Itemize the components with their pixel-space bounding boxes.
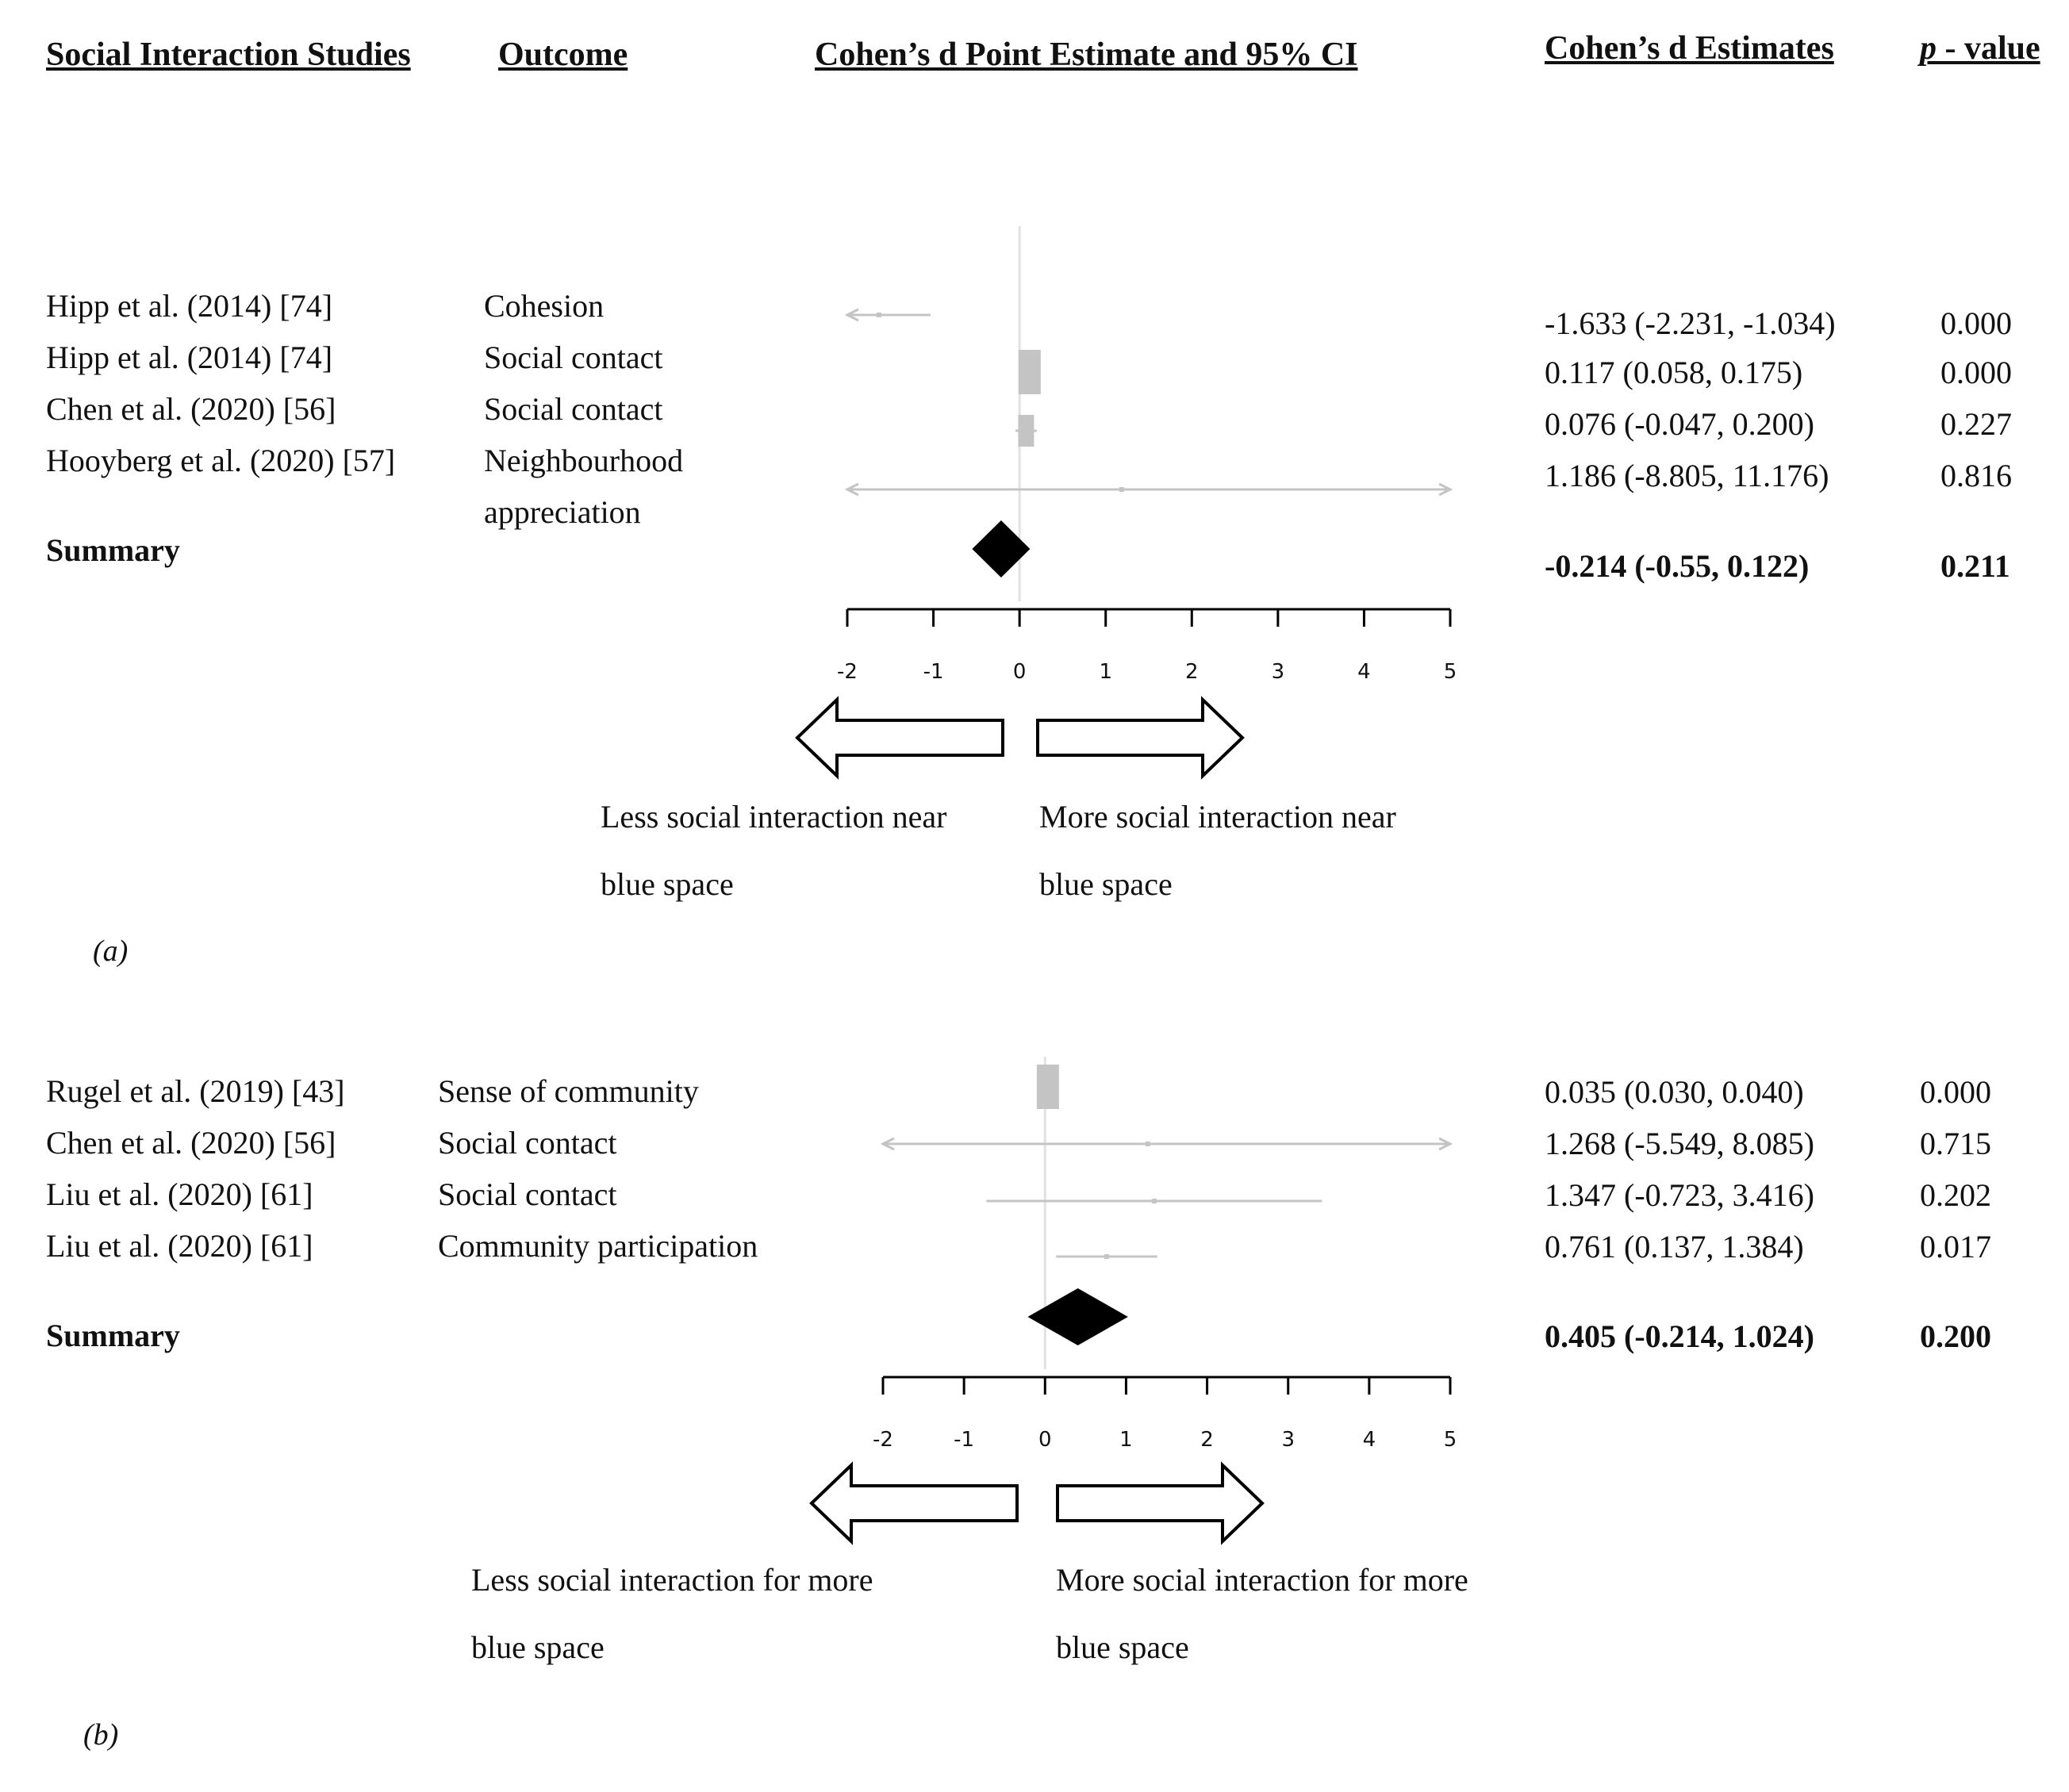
x-tick-label: -1 [954,1428,975,1452]
x-tick-label: 5 [1443,1428,1457,1452]
x-tick-label: 2 [1200,1428,1214,1452]
summary-p-value: 0.200 [1920,1318,1991,1354]
outcome-label: Social contact [484,391,663,427]
point-estimate-box [877,313,881,317]
estimate-text: 0.035 (0.030, 0.040) [1545,1074,1804,1110]
study-label: Hipp et al. (2014) [74] [46,340,333,375]
panel-label: (a) [93,934,129,968]
point-estimate-box [1152,1199,1157,1203]
p-value: 0.715 [1920,1126,1991,1161]
outcome-label: Social contact [484,340,663,375]
arrow-left-caption-2: blue space [601,866,734,902]
summary-diamond [1027,1288,1127,1345]
arrow-right-caption-2: blue space [1039,866,1173,902]
study-label: Chen et al. (2020) [56] [46,1125,336,1161]
header-outcome: Outcome [498,36,628,73]
estimate-text: 0.761 (0.137, 1.384) [1545,1229,1804,1264]
header-studies: Social Interaction Studies [46,36,411,73]
arrow-left-caption-2: blue space [471,1629,605,1665]
point-estimate-box [1119,487,1124,492]
x-tick-label: -2 [873,1428,893,1452]
panel-label: (b) [83,1718,119,1752]
arrow-left-caption: Less social interaction near [601,799,947,835]
estimate-text: 1.347 (-0.723, 3.416) [1545,1177,1814,1213]
summary-diamond [972,520,1030,578]
outcome-label: Neighbourhood [484,443,684,478]
outcome-label: Community participation [438,1228,758,1264]
p-value: 0.000 [1940,355,2012,390]
point-estimate-box [1018,415,1034,447]
point-estimate-box [1104,1254,1109,1259]
arrow-left-icon [797,700,1003,776]
x-tick-label: 2 [1185,660,1199,684]
p-value: 0.000 [1920,1074,1991,1110]
header-plot: Cohen’s d Point Estimate and 95% CI [815,36,1358,73]
x-tick-label: 1 [1099,660,1112,684]
header-p-italic: p [1920,30,1937,67]
outcome-label: Cohesion [484,288,605,324]
arrow-right-icon [1038,700,1242,776]
estimate-text: -1.633 (-2.231, -1.034) [1545,305,1836,341]
outcome-label-cont: appreciation [484,494,641,530]
x-tick-label: 5 [1443,660,1457,684]
x-tick-label: 4 [1362,1428,1376,1452]
summary-estimate: 0.405 (-0.214, 1.024) [1545,1318,1814,1354]
header-estimates: Cohen’s d Estimates [1545,30,1834,67]
study-label: Hipp et al. (2014) [74] [46,288,333,324]
estimate-text: 1.268 (-5.549, 8.085) [1545,1126,1814,1161]
study-label: Liu et al. (2020) [61] [46,1176,313,1212]
outcome-label: Sense of community [438,1073,699,1109]
summary-label: Summary [46,1318,180,1353]
x-tick-label: 0 [1012,660,1027,684]
arrow-right-caption-2: blue space [1056,1629,1189,1665]
header-p-rest: - value [1937,30,2040,67]
summary-estimate: -0.214 (-0.55, 0.122) [1545,548,1810,584]
arrow-right-caption: More social interaction for more [1056,1562,1468,1598]
p-value: 0.816 [1940,458,2012,493]
x-tick-label: 3 [1281,1428,1295,1452]
study-label: Liu et al. (2020) [61] [46,1228,313,1264]
arrow-left-icon [812,1465,1017,1541]
summary-label: Summary [46,532,180,568]
study-label: Hooyberg et al. (2020) [57] [46,443,396,478]
arrow-right-caption: More social interaction near [1039,799,1396,835]
outcome-label: Social contact [438,1125,617,1161]
x-tick-label: -2 [837,660,858,684]
x-tick-label: 4 [1357,660,1371,684]
x-tick-label: 3 [1271,660,1285,684]
x-tick-label: -1 [923,660,944,684]
estimate-text: 0.117 (0.058, 0.175) [1545,355,1803,390]
point-estimate-box [1019,350,1041,394]
p-value: 0.000 [1940,305,2012,341]
x-tick-label: 1 [1119,1428,1133,1452]
summary-p-value: 0.211 [1940,548,2010,584]
p-value: 0.202 [1920,1177,1991,1213]
estimate-text: 1.186 (-8.805, 11.176) [1545,458,1829,493]
estimate-text: 0.076 (-0.047, 0.200) [1545,406,1814,442]
p-value: 0.227 [1940,406,2012,442]
arrow-right-icon [1058,1465,1262,1541]
study-label: Rugel et al. (2019) [43] [46,1073,345,1109]
point-estimate-box [1037,1065,1059,1109]
arrow-left-caption: Less social interaction for more [471,1562,873,1598]
x-tick-label: 0 [1038,1428,1052,1452]
study-label: Chen et al. (2020) [56] [46,391,336,427]
p-value: 0.017 [1920,1229,1991,1264]
outcome-label: Social contact [438,1176,617,1212]
point-estimate-box [1146,1142,1150,1146]
